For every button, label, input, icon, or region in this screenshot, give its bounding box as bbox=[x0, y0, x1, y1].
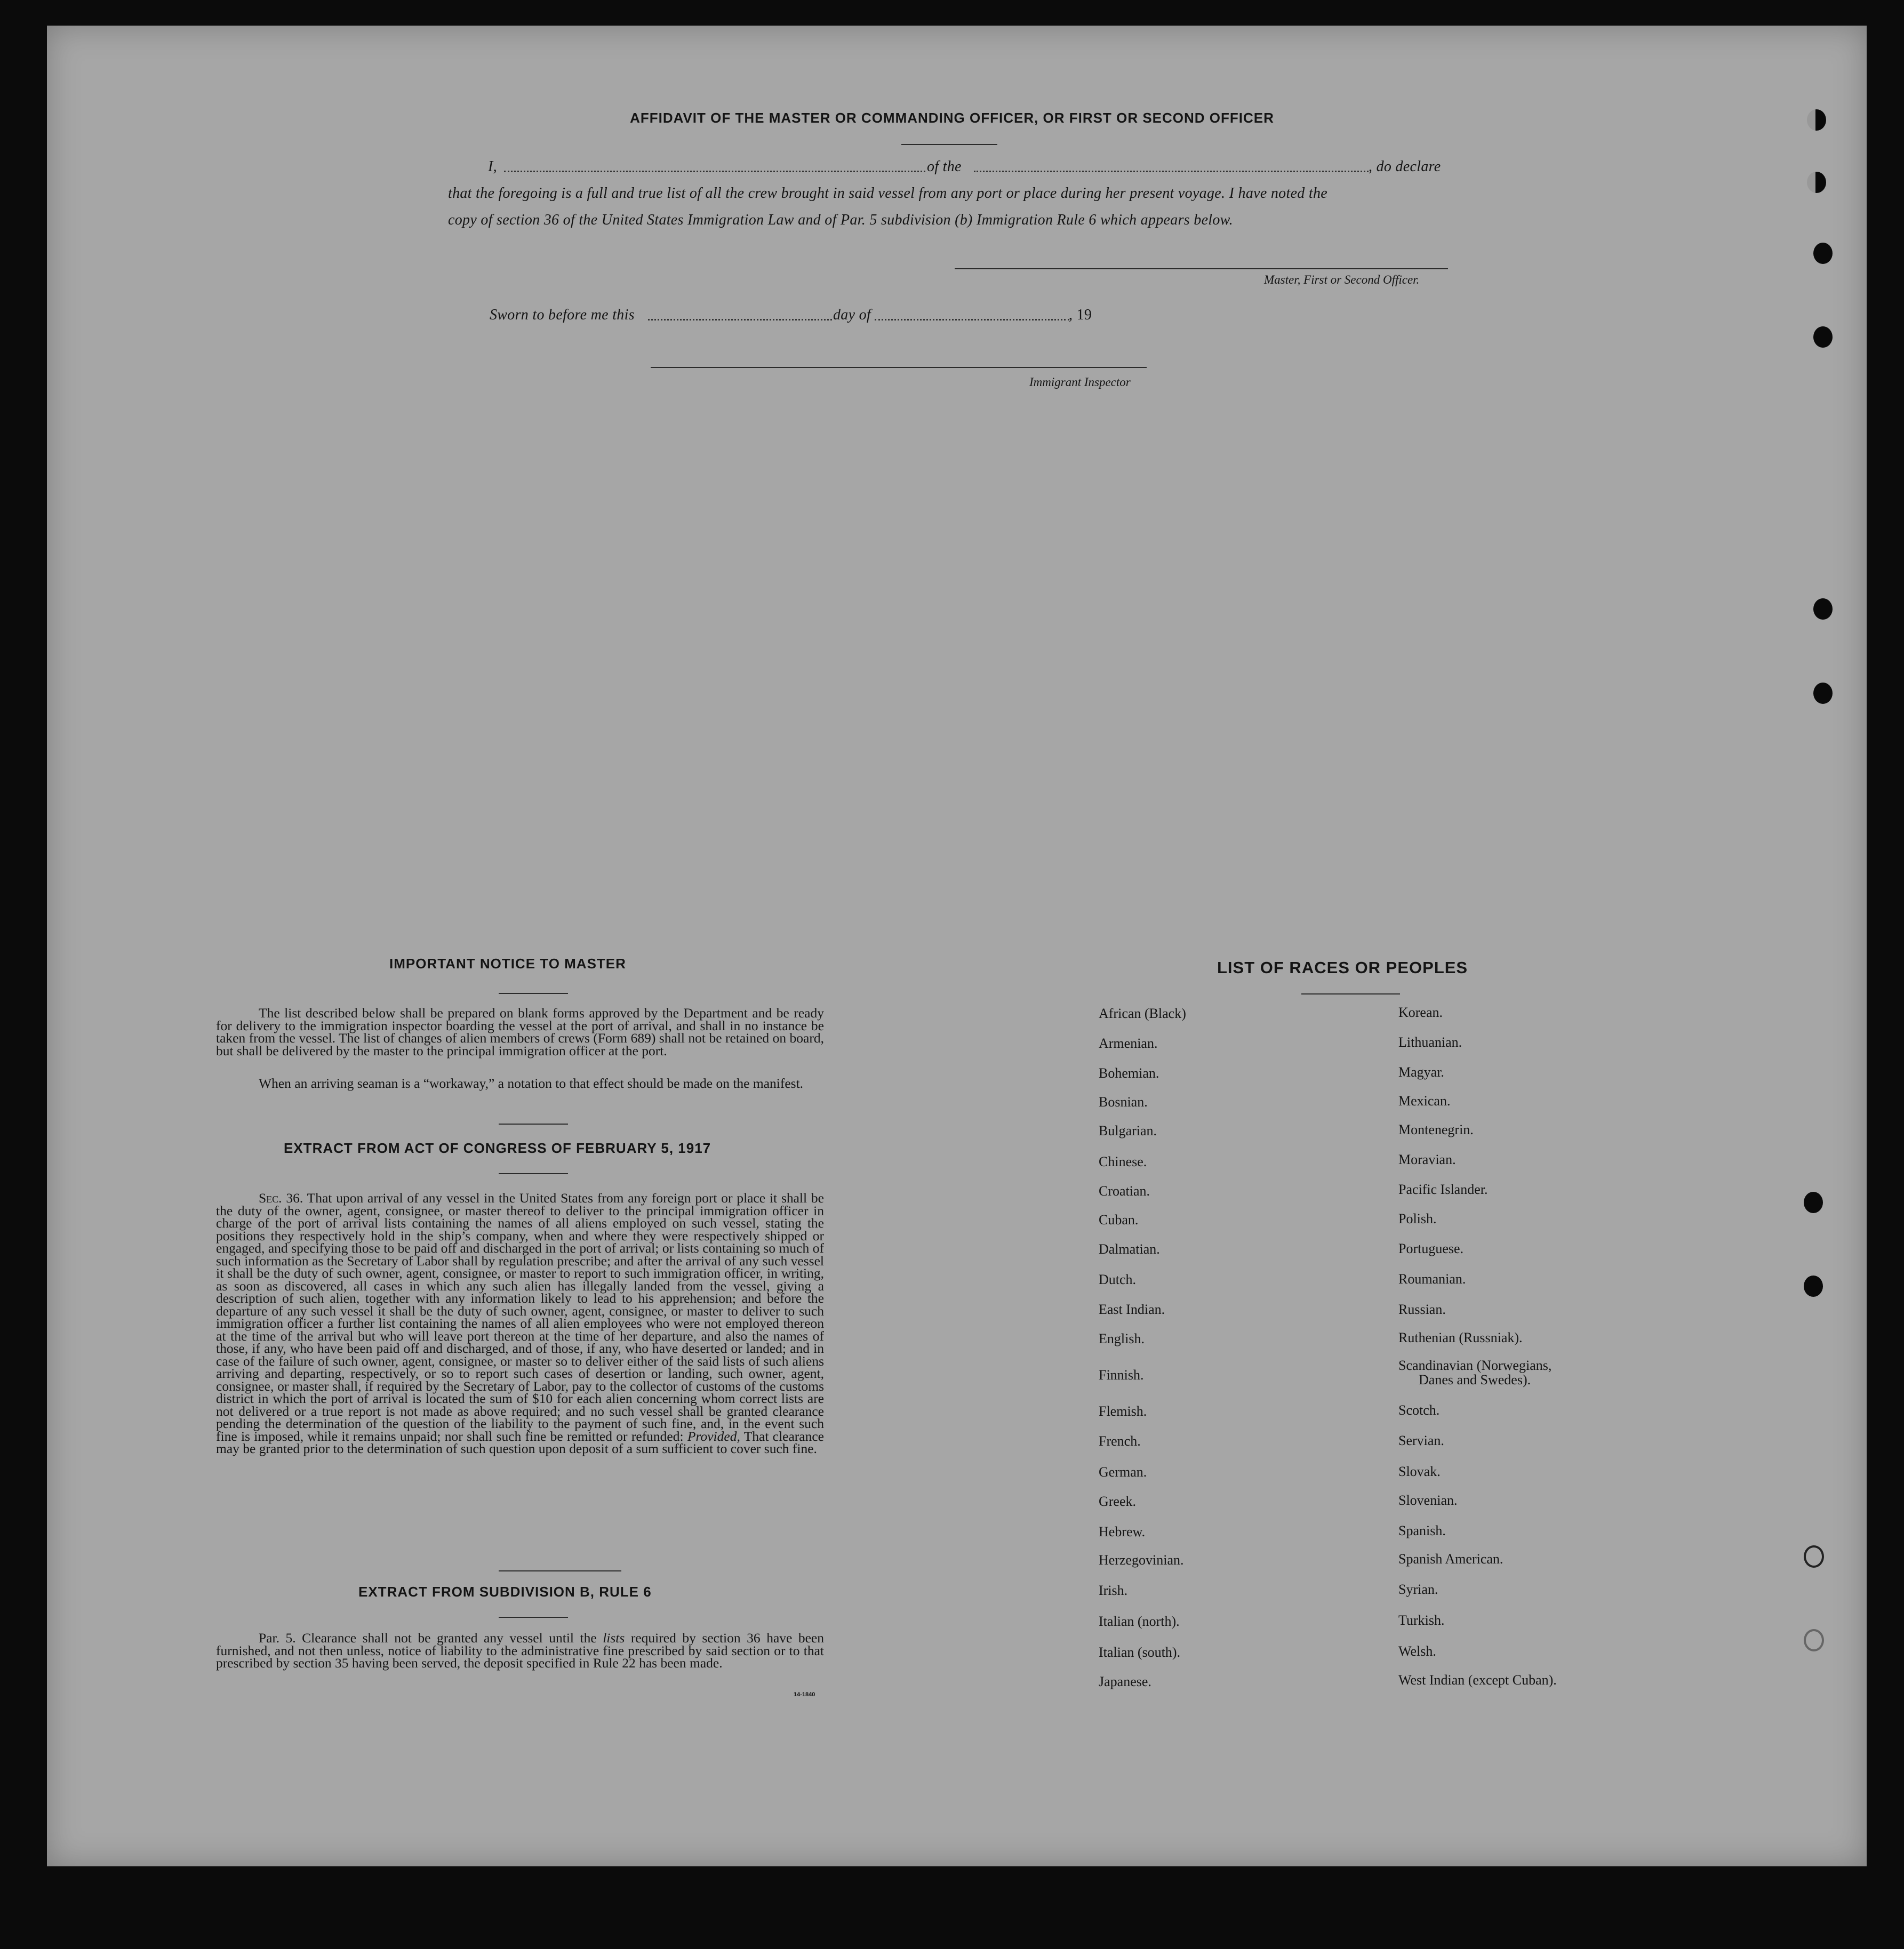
race-item: East Indian. bbox=[1099, 1302, 1165, 1317]
race-item: German. bbox=[1099, 1464, 1147, 1480]
race-item: Bulgarian. bbox=[1099, 1123, 1157, 1138]
binder-hole bbox=[1813, 243, 1833, 264]
race-item: Moravian. bbox=[1398, 1152, 1456, 1167]
race-item: Japanese. bbox=[1099, 1674, 1151, 1689]
race-item: Turkish. bbox=[1398, 1613, 1445, 1628]
divider bbox=[499, 993, 568, 994]
divider bbox=[499, 1173, 568, 1174]
race-item: French. bbox=[1099, 1433, 1141, 1449]
extract-act-title: EXTRACT FROM ACT OF CONGRESS OF FEBRUARY 5, 1917 bbox=[284, 1140, 711, 1156]
race-item: Danes and Swedes). bbox=[1419, 1372, 1531, 1387]
affidavit-declare: , do declare bbox=[1369, 158, 1441, 175]
divider bbox=[499, 1570, 621, 1571]
divider bbox=[1301, 993, 1400, 994]
vessel-name-field[interactable] bbox=[974, 171, 1369, 172]
race-item: Lithuanian. bbox=[1398, 1034, 1462, 1050]
binder-hole bbox=[1804, 1276, 1823, 1297]
inspector-label: Immigrant Inspector bbox=[1029, 375, 1131, 389]
notice-paragraph-2: When an arriving seaman is a “workaway,” a notation to that effect should be made on the manifest. bbox=[259, 1076, 804, 1091]
race-item: Bohemian. bbox=[1099, 1065, 1159, 1081]
sworn-year: , 19 bbox=[1069, 307, 1092, 323]
affidavit-i: I, bbox=[488, 158, 497, 175]
race-item: Russian. bbox=[1398, 1302, 1446, 1317]
race-item: Italian (south). bbox=[1099, 1645, 1181, 1660]
binder-hole bbox=[1804, 1192, 1823, 1213]
race-item: Scandinavian (Norwegians, bbox=[1398, 1358, 1552, 1373]
sworn-month-field[interactable] bbox=[875, 319, 1069, 320]
race-item: Servian. bbox=[1398, 1433, 1444, 1448]
divider bbox=[499, 1124, 568, 1125]
race-item: Chinese. bbox=[1099, 1154, 1147, 1169]
race-item: Flemish. bbox=[1099, 1403, 1147, 1419]
race-item: Roumanian. bbox=[1398, 1271, 1466, 1287]
lists-word: lists bbox=[603, 1630, 625, 1646]
race-item: Spanish. bbox=[1398, 1523, 1446, 1538]
race-item: Slovak. bbox=[1398, 1464, 1441, 1479]
race-item: Scotch. bbox=[1398, 1402, 1440, 1418]
race-item: Syrian. bbox=[1398, 1582, 1438, 1597]
provided-word: Provided, bbox=[687, 1428, 740, 1444]
affidavit-line-3: copy of section 36 of the United States Immigration Law and of Par. 5 subdivision (b) Immigration Rule 6 which appears below. bbox=[448, 212, 1233, 228]
race-item: Armenian. bbox=[1099, 1036, 1158, 1051]
sworn-day-field[interactable] bbox=[648, 319, 832, 320]
form-number: 14-1840 bbox=[794, 1691, 815, 1698]
binder-hole bbox=[1807, 172, 1826, 193]
race-item: Hebrew. bbox=[1099, 1524, 1146, 1539]
binder-hole bbox=[1804, 1545, 1824, 1568]
race-item: West Indian (except Cuban). bbox=[1398, 1672, 1557, 1688]
binder-hole bbox=[1813, 683, 1833, 704]
extract-rule-paragraph bbox=[216, 1632, 824, 1670]
section-text-end: That clearance may be granted prior to the determination of such question upon deposit of a sum sufficient to cover such fine. bbox=[216, 1428, 824, 1456]
binder-hole bbox=[1813, 326, 1833, 348]
race-item: Irish. bbox=[1099, 1583, 1128, 1598]
race-item: Dalmatian. bbox=[1099, 1241, 1160, 1257]
sworn-prefix: Sworn to before me this bbox=[490, 307, 635, 323]
race-item: African (Black) bbox=[1099, 1006, 1186, 1021]
race-item: Polish. bbox=[1398, 1211, 1437, 1226]
affidavit-title: AFFIDAVIT OF THE MASTER OR COMMANDING OFFICER, OR FIRST OR SECOND OFFICER bbox=[630, 110, 1274, 126]
notice-title: IMPORTANT NOTICE TO MASTER bbox=[389, 956, 626, 972]
signature-label: Master, First or Second Officer. bbox=[1264, 273, 1420, 286]
race-item: Magyar. bbox=[1398, 1064, 1444, 1080]
race-item: Mexican. bbox=[1398, 1093, 1451, 1109]
race-item: Welsh. bbox=[1398, 1643, 1436, 1659]
signature-line[interactable] bbox=[955, 268, 1448, 269]
notice-paragraph-1: The list described below shall be prepared on blank forms approved by the Department and be ready for delivery to the immigration inspector boarding the vessel at the port of arrival, and shall in no instance be taken from the vessel. The list of changes of alien members of crews (Form 689) shall not be retained on board, but shall be delivered by the master to the principal immigration officer at the port. bbox=[216, 1005, 824, 1058]
race-item: Croatian. bbox=[1099, 1183, 1150, 1199]
binder-hole bbox=[1813, 598, 1833, 620]
race-item: Italian (north). bbox=[1099, 1614, 1180, 1629]
race-item: Ruthenian (Russniak). bbox=[1398, 1330, 1523, 1345]
races-title: LIST OF RACES OR PEOPLES bbox=[1217, 958, 1468, 977]
race-item: Finnish. bbox=[1099, 1367, 1144, 1383]
divider bbox=[499, 1617, 568, 1618]
sworn-day-of: day of bbox=[833, 307, 871, 323]
race-item: Dutch. bbox=[1099, 1272, 1137, 1287]
divider bbox=[901, 144, 997, 145]
race-item: Herzegovinian. bbox=[1099, 1552, 1184, 1568]
name-field[interactable] bbox=[504, 171, 925, 172]
race-item: English. bbox=[1099, 1331, 1145, 1346]
rule-text: Par. 5. Clearance shall not be granted any vessel until the bbox=[259, 1630, 597, 1646]
inspector-signature-line[interactable] bbox=[651, 367, 1147, 368]
document-page bbox=[47, 26, 1867, 1866]
section-label: Sec. 36. bbox=[259, 1190, 303, 1206]
extract-act-paragraph bbox=[216, 1192, 824, 1455]
rule-text-end: required by section 36 have been furnished, and not then unless, notice of liability to the administrative fine prescribed by said section or to that prescribed by section 35 having been served, the deposit specified in Rule 22 has been made. bbox=[216, 1630, 825, 1671]
race-item: Portuguese. bbox=[1398, 1241, 1464, 1256]
affidavit-of-the: of the bbox=[927, 158, 962, 175]
race-item: Cuban. bbox=[1099, 1212, 1139, 1228]
section-text: That upon arrival of any vessel in the United States from any foreign port or place it shall be the duty of the owner, agent, consignee, or master thereof to deliver to the principal immigration officer in charge of the port of arrival lists containing the names of all aliens employed on such vessel, stating the positions they respectively hold in the ship’s company, when and where they were respectively shipped or engaged, and specifying those to be paid off and discharged in the port of arrival; or lists containing so much of such information as the Secretary of Labor shall by regulation prescribe; and after the arrival of any such vessel it shall be the duty of such owner, agent, consignee, or master to report to such immigration officer, in writing, as soon as discovered, all cases in which any such alien has illegally landed from the vessel, giving a description of such alien, together with any information likely to lead to his apprehension; and before the departure of any such vessel it shall be the duty of such owner, agent, consignee, or master to deliver to such immigration officer a further list containing the names of all alien employees who were not employed thereon at the time of the arrival but who will leave port thereon at the time of her departure, and also the names of those, if any, who have been paid off and discharged, and of those, if any, who have deserted or landed; and in case of the failure of such owner, agent, consignee, or master so to deliver either of the said lists of such aliens arriving and departing, respectively, or so to report such cases of desertion or landing, such owner, agent, consignee, or master shall, if required by the Secretary of Labor, pay to the collector of customs of the customs district in which the port of arrival is located the sum of $10 for each alien concerning whom correct lists are not delivered or a true report is not made as above required; and no such vessel shall be granted clearance pending the determination of the question of the liability to the payment of such fine, and, in the event such fine is imposed, while it remains unpaid; nor shall such fine be remitted or refunded: bbox=[216, 1190, 824, 1444]
binder-hole bbox=[1804, 1629, 1824, 1651]
race-item: Greek. bbox=[1099, 1494, 1137, 1509]
race-item: Bosnian. bbox=[1099, 1094, 1148, 1110]
race-item: Slovenian. bbox=[1398, 1493, 1458, 1508]
race-item: Spanish American. bbox=[1398, 1551, 1503, 1567]
race-item: Korean. bbox=[1398, 1005, 1443, 1020]
race-item: Pacific Islander. bbox=[1398, 1182, 1488, 1197]
affidavit-line-2: that the foregoing is a full and true list of all the crew brought in said vessel from any port or place during her present voyage. I have noted the bbox=[448, 185, 1327, 202]
extract-rule-title: EXTRACT FROM SUBDIVISION B, RULE 6 bbox=[358, 1584, 652, 1600]
race-item: Montenegrin. bbox=[1398, 1122, 1474, 1137]
